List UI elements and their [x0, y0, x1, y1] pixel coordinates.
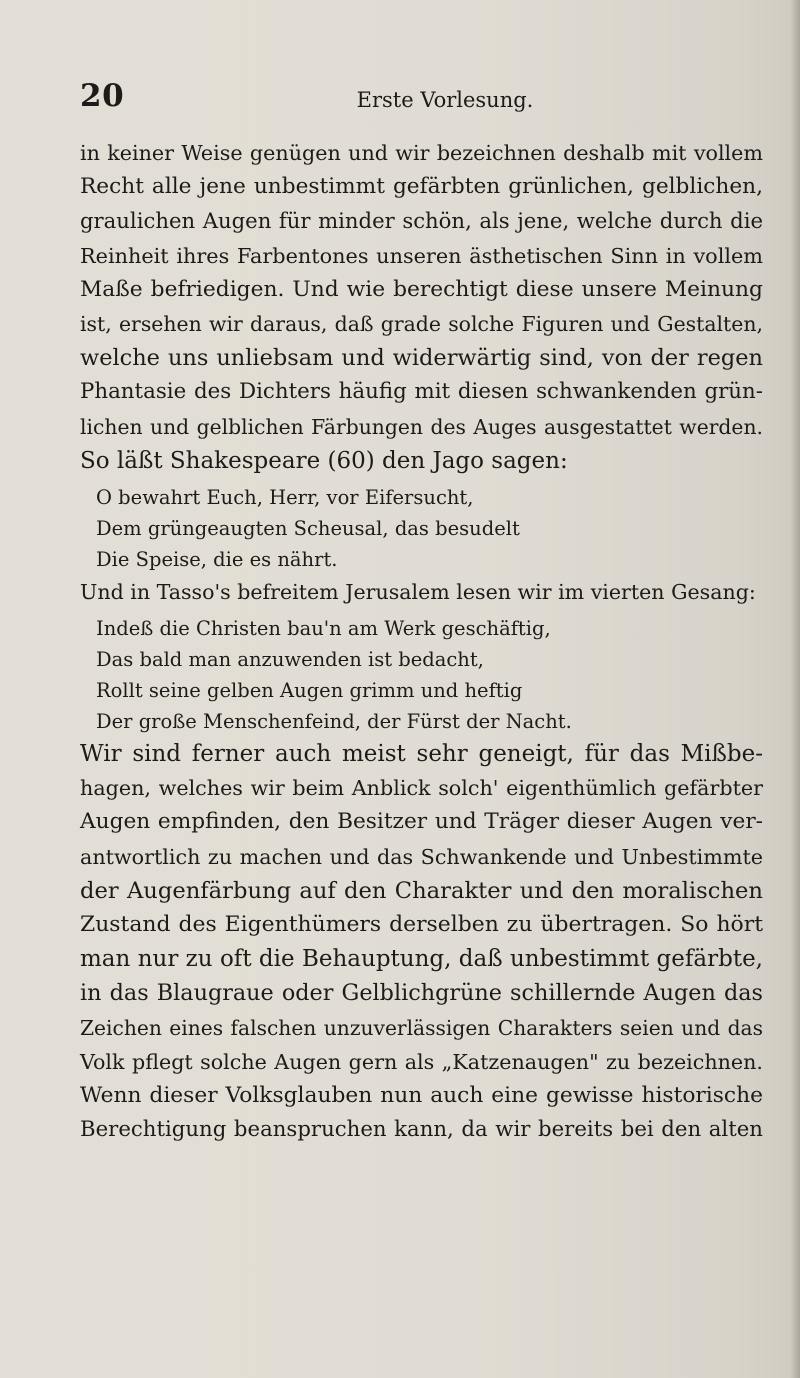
text-line: Wenn dieser Volksglauben nun auch eine gewisse historische — [80, 1082, 763, 1108]
verse-line: Dem grüngeaugten Scheusal, das besudelt — [96, 516, 520, 540]
running-head: Erste Vorlesung. — [356, 88, 534, 112]
verse-line: Indeß die Christen bau'n am Werk geschäftig, — [96, 617, 551, 641]
text-line: Maße befriedigen. Und wie berechtigt diese unsere Meinung — [80, 276, 763, 302]
text-line: man nur zu oft die Behauptung, daß unbestimmt gefärbte, — [80, 946, 763, 973]
text-line: Wir sind ferner auch meist sehr geneigt, für das Mißbe- — [80, 741, 763, 768]
text-line: antwortlich zu machen und das Schwankende und Unbestimmte — [80, 844, 763, 869]
text-line: ist, ersehen wir daraus, daß grade solche Figuren und Gestalten, — [80, 311, 763, 336]
text-line: Zustand des Eigenthümers derselben zu übertragen. So hört — [80, 912, 763, 937]
text-line: der Augenfärbung auf den Charakter und den moralischen — [80, 877, 763, 904]
text-line: Und in Tasso's befreitem Jerusalem lesen wir im vierten Gesang: — [80, 579, 756, 604]
text-line: Volk pflegt solche Augen gern als „Katzenaugen" zu bezeichnen. — [80, 1049, 763, 1074]
text-line: welche uns unliebsam und widerwärtig sind, von der regen — [80, 345, 763, 372]
text-line: So läßt Shakespeare (60) den Jago sagen: — [80, 447, 568, 474]
verse-line: O bewahrt Euch, Herr, vor Eifersucht, — [96, 485, 474, 509]
text-line: Recht alle jene unbestimmt gefärbten grünlichen, gelblichen, — [80, 174, 763, 200]
page-header — [80, 78, 780, 118]
text-line: in das Blaugraue oder Gelblichgrüne schillernde Augen das — [80, 980, 763, 1007]
text-line: Zeichen eines falschen unzuverlässigen Charakters seien und das — [80, 1015, 763, 1040]
page-edge-shadow — [790, 0, 800, 1378]
text-line: hagen, welches wir beim Anblick solch' eigenthümlich gefärbter — [80, 776, 763, 801]
text-line: Augen empfinden, den Besitzer und Träger dieser Augen ver- — [80, 809, 763, 835]
text-line: Phantasie des Dichters häufig mit diesen schwankenden grün- — [80, 379, 763, 405]
verse-line: Die Speise, die es nährt. — [96, 547, 338, 571]
text-line: in keiner Weise genügen und wir bezeichnen deshalb mit vollem — [80, 141, 763, 165]
text-line: graulichen Augen für minder schön, als jene, welche durch die — [80, 208, 763, 234]
body-text — [80, 136, 763, 1147]
page-number: 20 — [80, 78, 125, 114]
text-line: lichen und gelblichen Färbungen des Auges ausgestattet werden. — [80, 414, 763, 439]
verse-line: Das bald man anzuwenden ist bedacht, — [96, 648, 484, 672]
text-line: Berechtigung beanspruchen kann, da wir bereits bei den alten — [80, 1117, 763, 1143]
text-line: Reinheit ihres Farbentones unseren ästhetischen Sinn in vollem — [80, 243, 763, 268]
verse-line: Rollt seine gelben Augen grimm und heftig — [96, 679, 523, 703]
verse-line: Der große Menschenfeind, der Fürst der Nacht. — [96, 710, 572, 734]
